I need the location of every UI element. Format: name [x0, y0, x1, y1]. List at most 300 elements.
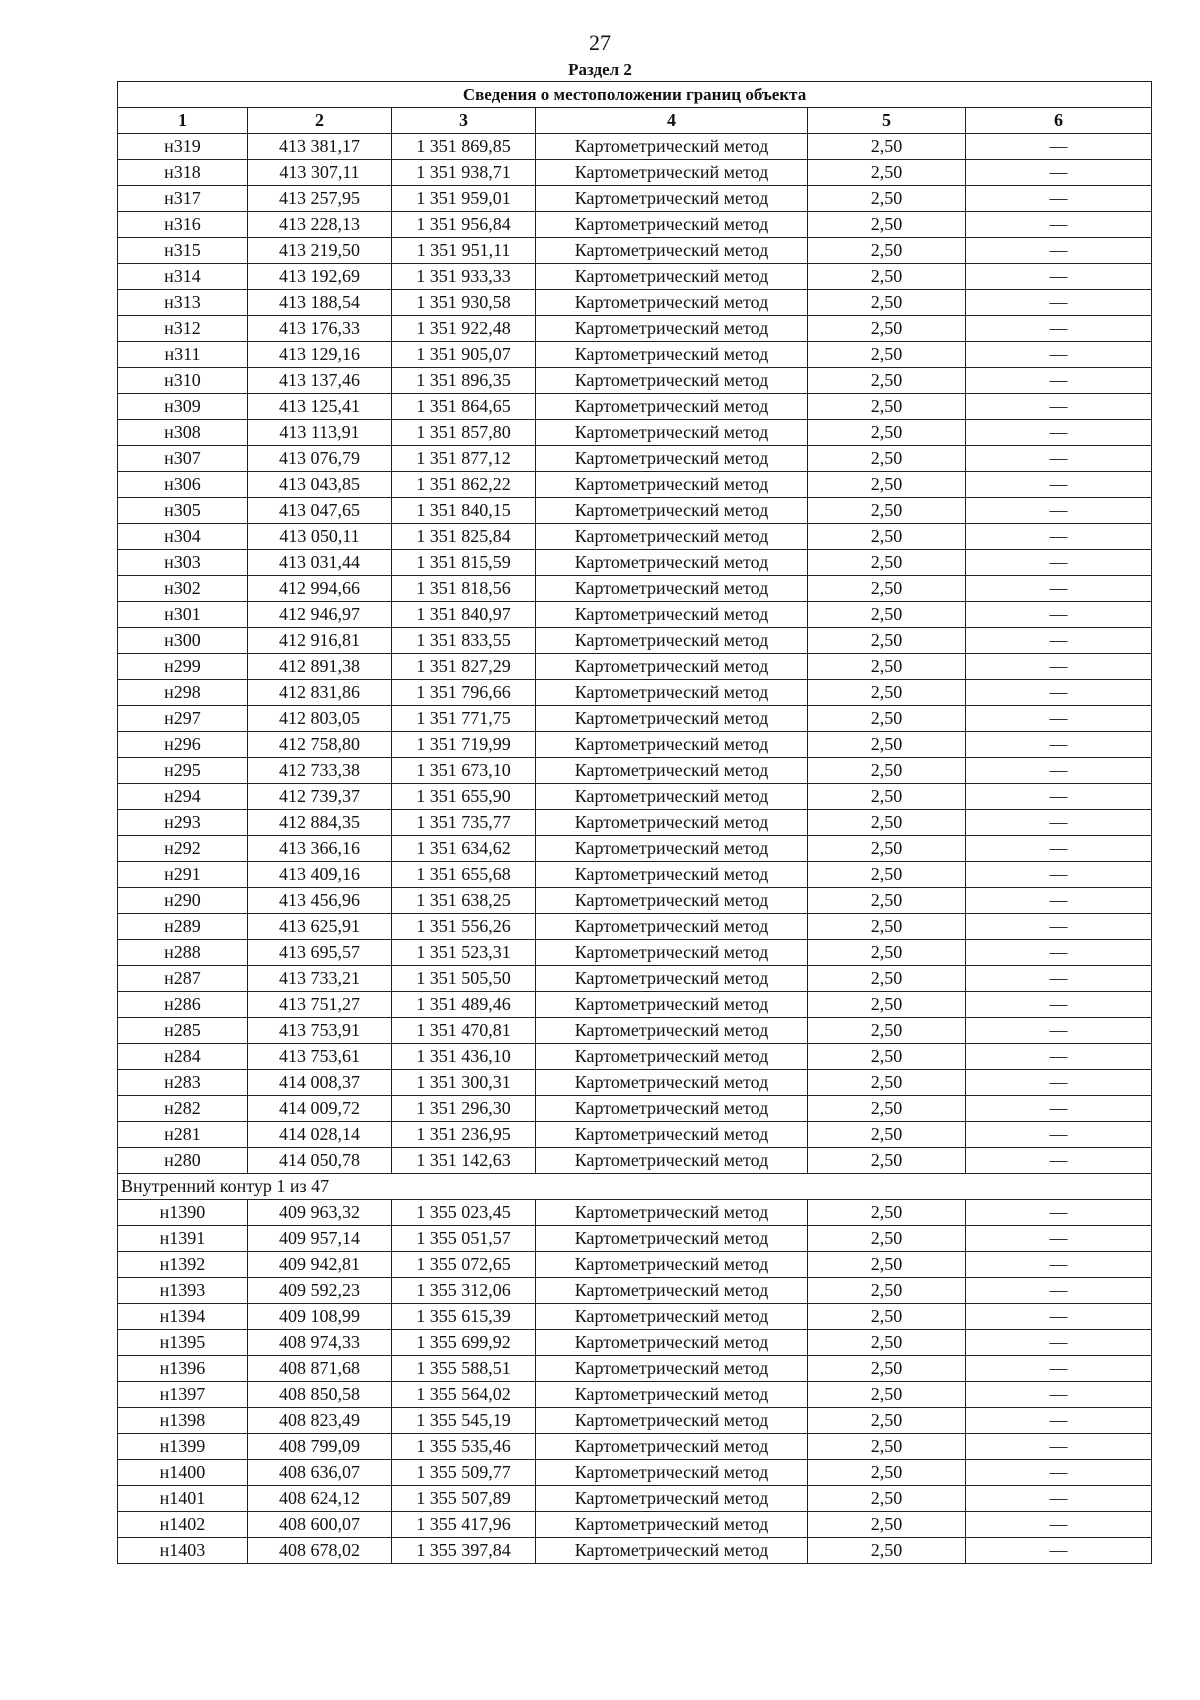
y-coordinate-cell: 1 351 864,65	[392, 394, 536, 420]
point-id-cell: н304	[118, 524, 248, 550]
point-id-cell: н1395	[118, 1330, 248, 1356]
point-id-cell: н282	[118, 1096, 248, 1122]
table-row	[118, 1356, 1152, 1382]
table-row	[118, 680, 1152, 706]
method-cell: Картометрический метод	[536, 1122, 808, 1148]
table-row	[118, 992, 1152, 1018]
point-id-cell: н300	[118, 628, 248, 654]
table-row	[118, 1200, 1152, 1226]
x-coordinate-cell: 412 739,37	[248, 784, 392, 810]
x-coordinate-cell: 414 009,72	[248, 1096, 392, 1122]
x-coordinate-cell: 413 733,21	[248, 966, 392, 992]
method-cell: Картометрический метод	[536, 914, 808, 940]
method-cell: Картометрический метод	[536, 446, 808, 472]
y-coordinate-cell: 1 351 869,85	[392, 134, 536, 160]
x-coordinate-cell: 409 963,32	[248, 1200, 392, 1226]
table-row	[118, 238, 1152, 264]
note-cell: —	[966, 1460, 1152, 1486]
accuracy-cell: 2,50	[808, 1538, 966, 1564]
point-id-cell: н307	[118, 446, 248, 472]
note-cell: —	[966, 1148, 1152, 1174]
note-cell: —	[966, 1356, 1152, 1382]
x-coordinate-cell: 413 228,13	[248, 212, 392, 238]
table-row	[118, 1148, 1152, 1174]
note-cell: —	[966, 212, 1152, 238]
point-id-cell: н281	[118, 1122, 248, 1148]
table-row	[118, 316, 1152, 342]
method-cell: Картометрический метод	[536, 940, 808, 966]
point-id-cell: н295	[118, 758, 248, 784]
contour-label-row	[118, 1174, 1152, 1200]
method-cell: Картометрический метод	[536, 498, 808, 524]
accuracy-cell: 2,50	[808, 1252, 966, 1278]
y-coordinate-cell: 1 355 051,57	[392, 1226, 536, 1252]
point-id-cell: н1402	[118, 1512, 248, 1538]
table-row	[118, 836, 1152, 862]
table-row	[118, 1434, 1152, 1460]
method-cell: Картометрический метод	[536, 1226, 808, 1252]
table-body	[118, 134, 1152, 1564]
note-cell: —	[966, 680, 1152, 706]
table-row	[118, 914, 1152, 940]
y-coordinate-cell: 1 355 417,96	[392, 1512, 536, 1538]
y-coordinate-cell: 1 351 634,62	[392, 836, 536, 862]
accuracy-cell: 2,50	[808, 186, 966, 212]
y-coordinate-cell: 1 351 771,75	[392, 706, 536, 732]
note-cell: —	[966, 1304, 1152, 1330]
note-cell: —	[966, 186, 1152, 212]
note-cell: —	[966, 1018, 1152, 1044]
method-cell: Картометрический метод	[536, 524, 808, 550]
accuracy-cell: 2,50	[808, 368, 966, 394]
method-cell: Картометрический метод	[536, 238, 808, 264]
note-cell: —	[966, 914, 1152, 940]
point-id-cell: н288	[118, 940, 248, 966]
point-id-cell: н1391	[118, 1226, 248, 1252]
y-coordinate-cell: 1 351 236,95	[392, 1122, 536, 1148]
y-coordinate-cell: 1 351 300,31	[392, 1070, 536, 1096]
x-coordinate-cell: 413 188,54	[248, 290, 392, 316]
note-cell: —	[966, 1278, 1152, 1304]
note-cell: —	[966, 316, 1152, 342]
point-id-cell: н292	[118, 836, 248, 862]
method-cell: Картометрический метод	[536, 368, 808, 394]
point-id-cell: н316	[118, 212, 248, 238]
note-cell: —	[966, 1122, 1152, 1148]
y-coordinate-cell: 1 351 840,15	[392, 498, 536, 524]
note-cell: —	[966, 810, 1152, 836]
method-cell: Картометрический метод	[536, 1252, 808, 1278]
table-row	[118, 784, 1152, 810]
x-coordinate-cell: 408 823,49	[248, 1408, 392, 1434]
y-coordinate-cell: 1 355 397,84	[392, 1538, 536, 1564]
x-coordinate-cell: 413 751,27	[248, 992, 392, 1018]
table-row	[118, 1486, 1152, 1512]
point-id-cell: н318	[118, 160, 248, 186]
method-cell: Картометрический метод	[536, 1460, 808, 1486]
table-row	[118, 940, 1152, 966]
method-cell: Картометрический метод	[536, 1148, 808, 1174]
y-coordinate-cell: 1 351 896,35	[392, 368, 536, 394]
method-cell: Картометрический метод	[536, 1512, 808, 1538]
x-coordinate-cell: 408 850,58	[248, 1382, 392, 1408]
x-coordinate-cell: 413 137,46	[248, 368, 392, 394]
note-cell: —	[966, 888, 1152, 914]
table-row	[118, 524, 1152, 550]
method-cell: Картометрический метод	[536, 1018, 808, 1044]
y-coordinate-cell: 1 351 655,68	[392, 862, 536, 888]
accuracy-cell: 2,50	[808, 550, 966, 576]
x-coordinate-cell: 412 733,38	[248, 758, 392, 784]
accuracy-cell: 2,50	[808, 1122, 966, 1148]
point-id-cell: н314	[118, 264, 248, 290]
x-coordinate-cell: 413 753,91	[248, 1018, 392, 1044]
y-coordinate-cell: 1 355 615,39	[392, 1304, 536, 1330]
point-id-cell: н315	[118, 238, 248, 264]
note-cell: —	[966, 940, 1152, 966]
y-coordinate-cell: 1 355 588,51	[392, 1356, 536, 1382]
table-row	[118, 264, 1152, 290]
note-cell: —	[966, 862, 1152, 888]
method-cell: Картометрический метод	[536, 290, 808, 316]
note-cell: —	[966, 550, 1152, 576]
method-cell: Картометрический метод	[536, 680, 808, 706]
table-row	[118, 420, 1152, 446]
table-row	[118, 1538, 1152, 1564]
note-cell: —	[966, 498, 1152, 524]
accuracy-cell: 2,50	[808, 940, 966, 966]
method-cell: Картометрический метод	[536, 1096, 808, 1122]
note-cell: —	[966, 1096, 1152, 1122]
x-coordinate-cell: 412 994,66	[248, 576, 392, 602]
method-cell: Картометрический метод	[536, 810, 808, 836]
point-id-cell: н310	[118, 368, 248, 394]
section-title: Раздел 2	[568, 60, 632, 79]
table-row	[118, 394, 1152, 420]
table-row	[118, 758, 1152, 784]
point-id-cell: н287	[118, 966, 248, 992]
table-title-row	[118, 82, 1152, 108]
method-cell: Картометрический метод	[536, 966, 808, 992]
x-coordinate-cell: 413 753,61	[248, 1044, 392, 1070]
method-cell: Картометрический метод	[536, 1044, 808, 1070]
note-cell: —	[966, 1330, 1152, 1356]
note-cell: —	[966, 992, 1152, 1018]
table-row	[118, 1408, 1152, 1434]
table-row	[118, 1304, 1152, 1330]
accuracy-cell: 2,50	[808, 1434, 966, 1460]
x-coordinate-cell: 408 871,68	[248, 1356, 392, 1382]
method-cell: Картометрический метод	[536, 1538, 808, 1564]
method-cell: Картометрический метод	[536, 706, 808, 732]
point-id-cell: н1392	[118, 1252, 248, 1278]
table-row	[118, 1096, 1152, 1122]
column-header: 6	[966, 108, 1152, 134]
y-coordinate-cell: 1 355 509,77	[392, 1460, 536, 1486]
table-row	[118, 446, 1152, 472]
point-id-cell: н286	[118, 992, 248, 1018]
y-coordinate-cell: 1 351 959,01	[392, 186, 536, 212]
x-coordinate-cell: 414 050,78	[248, 1148, 392, 1174]
y-coordinate-cell: 1 351 556,26	[392, 914, 536, 940]
point-id-cell: н1397	[118, 1382, 248, 1408]
method-cell: Картометрический метод	[536, 1330, 808, 1356]
x-coordinate-cell: 413 257,95	[248, 186, 392, 212]
method-cell: Картометрический метод	[536, 420, 808, 446]
table-row	[118, 628, 1152, 654]
y-coordinate-cell: 1 351 296,30	[392, 1096, 536, 1122]
y-coordinate-cell: 1 351 470,81	[392, 1018, 536, 1044]
y-coordinate-cell: 1 351 735,77	[392, 810, 536, 836]
note-cell: —	[966, 394, 1152, 420]
point-id-cell: н1390	[118, 1200, 248, 1226]
accuracy-cell: 2,50	[808, 1486, 966, 1512]
method-cell: Картометрический метод	[536, 732, 808, 758]
note-cell: —	[966, 1434, 1152, 1460]
accuracy-cell: 2,50	[808, 1200, 966, 1226]
accuracy-cell: 2,50	[808, 862, 966, 888]
point-id-cell: н289	[118, 914, 248, 940]
point-id-cell: н297	[118, 706, 248, 732]
note-cell: —	[966, 784, 1152, 810]
accuracy-cell: 2,50	[808, 1330, 966, 1356]
x-coordinate-cell: 413 192,69	[248, 264, 392, 290]
note-cell: —	[966, 602, 1152, 628]
note-cell: —	[966, 160, 1152, 186]
accuracy-cell: 2,50	[808, 446, 966, 472]
y-coordinate-cell: 1 351 862,22	[392, 472, 536, 498]
method-cell: Картометрический метод	[536, 602, 808, 628]
accuracy-cell: 2,50	[808, 966, 966, 992]
accuracy-cell: 2,50	[808, 914, 966, 940]
note-cell: —	[966, 758, 1152, 784]
method-cell: Картометрический метод	[536, 1356, 808, 1382]
table-row	[118, 160, 1152, 186]
column-header: 3	[392, 108, 536, 134]
note-cell: —	[966, 1486, 1152, 1512]
x-coordinate-cell: 412 884,35	[248, 810, 392, 836]
table-row	[118, 1226, 1152, 1252]
y-coordinate-cell: 1 355 312,06	[392, 1278, 536, 1304]
table-row	[118, 602, 1152, 628]
x-coordinate-cell: 412 831,86	[248, 680, 392, 706]
method-cell: Картометрический метод	[536, 472, 808, 498]
y-coordinate-cell: 1 351 833,55	[392, 628, 536, 654]
accuracy-cell: 2,50	[808, 264, 966, 290]
accuracy-cell: 2,50	[808, 810, 966, 836]
table-title: Сведения о местоположении границ объекта	[118, 82, 1152, 108]
point-id-cell: н306	[118, 472, 248, 498]
note-cell: —	[966, 134, 1152, 160]
method-cell: Картометрический метод	[536, 654, 808, 680]
x-coordinate-cell: 413 366,16	[248, 836, 392, 862]
point-id-cell: н296	[118, 732, 248, 758]
table-row	[118, 1018, 1152, 1044]
table-header-row	[118, 108, 1152, 134]
x-coordinate-cell: 413 219,50	[248, 238, 392, 264]
note-cell: —	[966, 420, 1152, 446]
point-id-cell: н1400	[118, 1460, 248, 1486]
accuracy-cell: 2,50	[808, 524, 966, 550]
x-coordinate-cell: 413 625,91	[248, 914, 392, 940]
y-coordinate-cell: 1 351 933,33	[392, 264, 536, 290]
y-coordinate-cell: 1 351 142,63	[392, 1148, 536, 1174]
table-row	[118, 706, 1152, 732]
point-id-cell: н312	[118, 316, 248, 342]
note-cell: —	[966, 290, 1152, 316]
note-cell: —	[966, 706, 1152, 732]
y-coordinate-cell: 1 351 938,71	[392, 160, 536, 186]
point-id-cell: н319	[118, 134, 248, 160]
x-coordinate-cell: 412 916,81	[248, 628, 392, 654]
note-cell: —	[966, 342, 1152, 368]
table-row	[118, 888, 1152, 914]
point-id-cell: н294	[118, 784, 248, 810]
accuracy-cell: 2,50	[808, 238, 966, 264]
accuracy-cell: 2,50	[808, 654, 966, 680]
table-row	[118, 1044, 1152, 1070]
table-row	[118, 732, 1152, 758]
accuracy-cell: 2,50	[808, 732, 966, 758]
point-id-cell: н1403	[118, 1538, 248, 1564]
accuracy-cell: 2,50	[808, 1148, 966, 1174]
x-coordinate-cell: 408 624,12	[248, 1486, 392, 1512]
table-row	[118, 472, 1152, 498]
method-cell: Картометрический метод	[536, 186, 808, 212]
accuracy-cell: 2,50	[808, 758, 966, 784]
table-row	[118, 576, 1152, 602]
accuracy-cell: 2,50	[808, 160, 966, 186]
column-header: 1	[118, 108, 248, 134]
method-cell: Картометрический метод	[536, 134, 808, 160]
y-coordinate-cell: 1 351 877,12	[392, 446, 536, 472]
y-coordinate-cell: 1 355 545,19	[392, 1408, 536, 1434]
note-cell: —	[966, 1538, 1152, 1564]
method-cell: Картометрический метод	[536, 160, 808, 186]
accuracy-cell: 2,50	[808, 602, 966, 628]
point-id-cell: н308	[118, 420, 248, 446]
contour-label: Внутренний контур 1 из 47	[118, 1174, 1152, 1200]
table-row	[118, 1070, 1152, 1096]
x-coordinate-cell: 412 946,97	[248, 602, 392, 628]
y-coordinate-cell: 1 351 523,31	[392, 940, 536, 966]
accuracy-cell: 2,50	[808, 1278, 966, 1304]
point-id-cell: н313	[118, 290, 248, 316]
note-cell: —	[966, 654, 1152, 680]
x-coordinate-cell: 409 942,81	[248, 1252, 392, 1278]
x-coordinate-cell: 412 803,05	[248, 706, 392, 732]
accuracy-cell: 2,50	[808, 576, 966, 602]
table-row	[118, 498, 1152, 524]
x-coordinate-cell: 409 108,99	[248, 1304, 392, 1330]
y-coordinate-cell: 1 355 072,65	[392, 1252, 536, 1278]
note-cell: —	[966, 732, 1152, 758]
table-row	[118, 1252, 1152, 1278]
x-coordinate-cell: 413 409,16	[248, 862, 392, 888]
accuracy-cell: 2,50	[808, 836, 966, 862]
note-cell: —	[966, 264, 1152, 290]
accuracy-cell: 2,50	[808, 1044, 966, 1070]
note-cell: —	[966, 628, 1152, 654]
point-id-cell: н1396	[118, 1356, 248, 1382]
method-cell: Картометрический метод	[536, 862, 808, 888]
x-coordinate-cell: 413 307,11	[248, 160, 392, 186]
x-coordinate-cell: 409 592,23	[248, 1278, 392, 1304]
x-coordinate-cell: 413 031,44	[248, 550, 392, 576]
point-id-cell: н293	[118, 810, 248, 836]
y-coordinate-cell: 1 351 905,07	[392, 342, 536, 368]
accuracy-cell: 2,50	[808, 1096, 966, 1122]
table-row	[118, 290, 1152, 316]
table-row	[118, 550, 1152, 576]
table-row	[118, 342, 1152, 368]
x-coordinate-cell: 413 043,85	[248, 472, 392, 498]
table-row	[118, 134, 1152, 160]
method-cell: Картометрический метод	[536, 1486, 808, 1512]
point-id-cell: н290	[118, 888, 248, 914]
method-cell: Картометрический метод	[536, 758, 808, 784]
x-coordinate-cell: 413 381,17	[248, 134, 392, 160]
accuracy-cell: 2,50	[808, 1382, 966, 1408]
accuracy-cell: 2,50	[808, 134, 966, 160]
method-cell: Картометрический метод	[536, 316, 808, 342]
method-cell: Картометрический метод	[536, 888, 808, 914]
accuracy-cell: 2,50	[808, 1226, 966, 1252]
y-coordinate-cell: 1 351 638,25	[392, 888, 536, 914]
y-coordinate-cell: 1 355 535,46	[392, 1434, 536, 1460]
note-cell: —	[966, 966, 1152, 992]
column-header: 2	[248, 108, 392, 134]
accuracy-cell: 2,50	[808, 212, 966, 238]
x-coordinate-cell: 408 636,07	[248, 1460, 392, 1486]
table-row	[118, 1382, 1152, 1408]
x-coordinate-cell: 413 176,33	[248, 316, 392, 342]
table-row	[118, 1278, 1152, 1304]
x-coordinate-cell: 408 600,07	[248, 1512, 392, 1538]
note-cell: —	[966, 1044, 1152, 1070]
note-cell: —	[966, 446, 1152, 472]
point-id-cell: н302	[118, 576, 248, 602]
x-coordinate-cell: 413 076,79	[248, 446, 392, 472]
x-coordinate-cell: 412 891,38	[248, 654, 392, 680]
column-header: 5	[808, 108, 966, 134]
x-coordinate-cell: 413 047,65	[248, 498, 392, 524]
point-id-cell: н298	[118, 680, 248, 706]
accuracy-cell: 2,50	[808, 992, 966, 1018]
point-id-cell: н299	[118, 654, 248, 680]
note-cell: —	[966, 524, 1152, 550]
table-row	[118, 654, 1152, 680]
method-cell: Картометрический метод	[536, 264, 808, 290]
point-id-cell: н305	[118, 498, 248, 524]
method-cell: Картометрический метод	[536, 1408, 808, 1434]
accuracy-cell: 2,50	[808, 888, 966, 914]
accuracy-cell: 2,50	[808, 290, 966, 316]
x-coordinate-cell: 413 125,41	[248, 394, 392, 420]
method-cell: Картометрический метод	[536, 394, 808, 420]
x-coordinate-cell: 413 050,11	[248, 524, 392, 550]
y-coordinate-cell: 1 351 796,66	[392, 680, 536, 706]
x-coordinate-cell: 409 957,14	[248, 1226, 392, 1252]
method-cell: Картометрический метод	[536, 1278, 808, 1304]
y-coordinate-cell: 1 351 827,29	[392, 654, 536, 680]
note-cell: —	[966, 238, 1152, 264]
point-id-cell: н1399	[118, 1434, 248, 1460]
table-row	[118, 1512, 1152, 1538]
accuracy-cell: 2,50	[808, 1408, 966, 1434]
column-header: 4	[536, 108, 808, 134]
method-cell: Картометрический метод	[536, 1200, 808, 1226]
